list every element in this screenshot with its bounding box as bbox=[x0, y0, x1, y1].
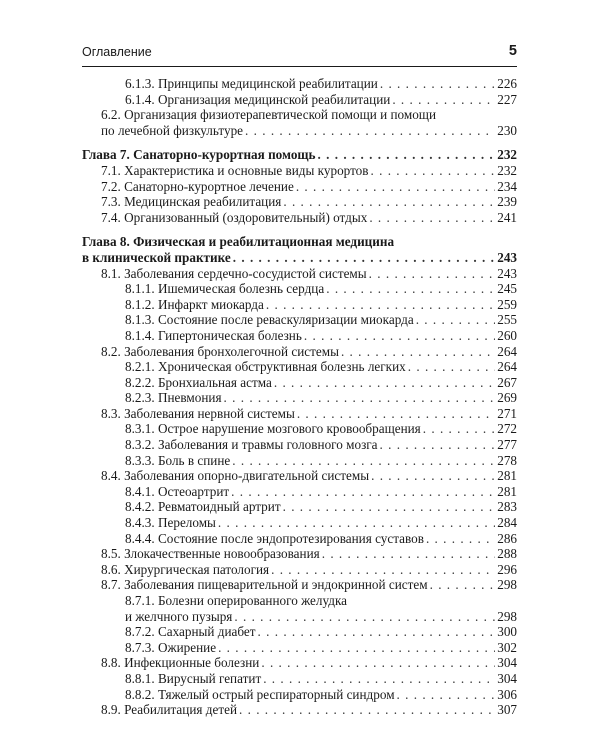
toc-entry-title: 8.4.3. Переломы bbox=[125, 515, 216, 531]
dot-leader bbox=[341, 344, 495, 360]
toc-page-number: 283 bbox=[497, 499, 517, 515]
dot-leader bbox=[371, 468, 495, 484]
toc-entry-title: 7.1. Характеристика и основные виды курортов bbox=[101, 162, 369, 178]
dot-leader bbox=[232, 453, 495, 469]
toc-entry-title: 8.7.1. Болезни оперированного желудка bbox=[125, 593, 348, 608]
toc-entry[interactable] bbox=[82, 546, 517, 562]
toc-entry[interactable] bbox=[82, 562, 517, 578]
dot-leader bbox=[297, 406, 495, 422]
dot-leader bbox=[296, 179, 495, 195]
toc-entry[interactable] bbox=[82, 179, 517, 195]
toc-entry-title: 8.2.1. Хроническая обструктивная болезнь легких bbox=[125, 359, 406, 375]
toc-entry[interactable] bbox=[82, 107, 517, 123]
toc-entry[interactable] bbox=[82, 421, 517, 437]
page-header bbox=[82, 43, 517, 69]
toc-page-number: 255 bbox=[497, 312, 517, 328]
toc-entry-title: 8.3.2. Заболевания и травмы головного мозга bbox=[125, 437, 378, 453]
toc-page-number: 281 bbox=[497, 483, 517, 499]
toc-entry-title: по лечебной физкультуре bbox=[101, 122, 244, 138]
toc-entry[interactable] bbox=[82, 328, 517, 344]
dot-leader bbox=[239, 702, 495, 718]
toc-chapter-entry[interactable] bbox=[82, 250, 517, 266]
dot-leader bbox=[234, 609, 495, 625]
toc-page-number: 264 bbox=[497, 359, 517, 375]
header-rule bbox=[82, 66, 517, 67]
toc-entry[interactable] bbox=[82, 344, 517, 360]
toc-entry-title: 8.4.4. Состояние после эндопротезирования суставов bbox=[125, 530, 424, 546]
dot-leader bbox=[322, 546, 495, 562]
toc-entry[interactable] bbox=[82, 312, 517, 328]
toc-page-number: 284 bbox=[497, 515, 517, 531]
toc-entry-title: 8.1.2. Инфаркт миокарда bbox=[125, 296, 264, 312]
dot-leader bbox=[258, 624, 496, 640]
toc-page-number: 230 bbox=[497, 122, 517, 138]
dot-leader bbox=[218, 640, 495, 656]
toc-chapter-entry[interactable] bbox=[82, 147, 517, 163]
toc-entry-title: 8.4. Заболевания опорно-двигательной системы bbox=[101, 468, 370, 484]
toc-page-number: 267 bbox=[497, 374, 517, 390]
toc-page-number: 298 bbox=[497, 577, 517, 593]
dot-leader bbox=[218, 515, 495, 531]
toc-page-number: 304 bbox=[497, 655, 517, 671]
toc-entry-title: 8.9. Реабилитация детей bbox=[101, 702, 238, 718]
toc-entry[interactable] bbox=[82, 671, 517, 687]
toc-entry-title: 8.3.3. Боль в спине bbox=[125, 452, 231, 468]
toc-entry-title: 8.1.3. Состояние после реваскуляризации миокарда bbox=[125, 312, 414, 328]
toc-page-number: 241 bbox=[497, 209, 517, 225]
toc-entry[interactable] bbox=[82, 640, 517, 656]
toc-entry-title: в клинической практике bbox=[82, 249, 231, 265]
toc-page-number: 302 bbox=[497, 639, 517, 655]
toc-entry-title: 8.3. Заболевания нервной системы bbox=[101, 405, 295, 421]
dot-leader bbox=[371, 163, 496, 179]
toc-entry-title: 8.2. Заболевания бронхолегочной системы bbox=[101, 343, 339, 359]
toc-entry[interactable] bbox=[82, 390, 517, 406]
toc-entry[interactable] bbox=[82, 210, 517, 226]
toc-entry[interactable] bbox=[82, 687, 517, 703]
page-number: 5 bbox=[508, 43, 517, 59]
toc-page-number: 271 bbox=[497, 405, 517, 421]
toc-page-number: 304 bbox=[497, 670, 517, 686]
toc-entry-title: 8.8.1. Вирусный гепатит bbox=[125, 670, 262, 686]
toc-entry-title: 8.7. Заболевания пищеварительной и эндокринной систем bbox=[101, 577, 428, 593]
toc-page-number: 300 bbox=[497, 624, 517, 640]
toc-entry-title: 8.4.2. Ревматоидный артрит bbox=[125, 499, 281, 515]
dot-leader bbox=[283, 499, 496, 515]
toc-entry-title: 7.3. Медицинская реабилитация bbox=[101, 194, 282, 210]
toc-entry[interactable] bbox=[82, 297, 517, 313]
toc-entry-title: и желчного пузыря bbox=[125, 608, 233, 624]
toc-entry[interactable] bbox=[82, 163, 517, 179]
toc-entry[interactable] bbox=[82, 453, 517, 469]
toc-entry-title: 8.1. Заболевания сердечно-сосудистой системы bbox=[101, 265, 367, 281]
toc-page-number: 307 bbox=[497, 702, 517, 718]
dot-leader bbox=[271, 562, 495, 578]
toc-page-number: 226 bbox=[497, 76, 517, 91]
toc-page-number: 232 bbox=[497, 162, 517, 178]
toc-page-number: 298 bbox=[497, 608, 517, 624]
toc-page-number: 288 bbox=[497, 546, 517, 562]
toc-page-number: 259 bbox=[497, 296, 517, 312]
toc-entry[interactable] bbox=[82, 702, 517, 718]
toc-entry[interactable] bbox=[82, 593, 517, 609]
toc-entry-title: 8.7.2. Сахарный диабет bbox=[125, 624, 256, 640]
toc-entry-title: 6.1.3. Принципы медицинской реабилитации bbox=[125, 76, 378, 91]
toc-page-number: 260 bbox=[497, 327, 517, 343]
toc-entry-title: 8.8.2. Тяжелый острый респираторный синдром bbox=[125, 686, 395, 702]
toc-entry[interactable] bbox=[82, 609, 517, 625]
toc-entry-title: 8.4.1. Остеоартрит bbox=[125, 483, 230, 499]
toc-entry[interactable] bbox=[82, 406, 517, 422]
toc-entry-title: 8.7.3. Ожирение bbox=[125, 639, 217, 655]
toc-page-number: 227 bbox=[497, 91, 517, 107]
dot-leader bbox=[408, 359, 495, 375]
dot-leader bbox=[380, 76, 495, 92]
section-gap bbox=[82, 225, 517, 234]
toc-page-number: 281 bbox=[497, 468, 517, 484]
dot-leader bbox=[283, 194, 495, 210]
toc-entry-title: 8.1.1. Ишемическая болезнь сердца bbox=[125, 281, 325, 297]
dot-leader bbox=[430, 577, 496, 593]
toc-entry[interactable] bbox=[82, 655, 517, 671]
toc-page-number: 306 bbox=[497, 686, 517, 702]
toc-entry-title: Глава 8. Физическая и реабилитационная медицина bbox=[82, 234, 395, 250]
dot-leader bbox=[304, 328, 495, 344]
toc-entry[interactable] bbox=[82, 92, 517, 108]
toc-page-number: 296 bbox=[497, 561, 517, 577]
dot-leader bbox=[380, 437, 496, 453]
toc-entry[interactable] bbox=[82, 531, 517, 547]
toc-page-number: 243 bbox=[497, 265, 517, 281]
toc-entry[interactable] bbox=[82, 437, 517, 453]
toc-entry-title: 8.8. Инфекционные болезни bbox=[101, 655, 260, 671]
toc-entry-title: 7.2. Санаторно-курортное лечение bbox=[101, 178, 294, 194]
toc-entry[interactable] bbox=[82, 123, 517, 139]
dot-leader bbox=[318, 147, 496, 163]
toc-entry[interactable] bbox=[82, 194, 517, 210]
toc-page-number: 272 bbox=[497, 421, 517, 437]
toc-page-number: 239 bbox=[497, 194, 517, 210]
toc-chapter-entry[interactable] bbox=[82, 234, 517, 250]
toc-entry[interactable] bbox=[82, 499, 517, 515]
dot-leader bbox=[423, 421, 495, 437]
toc-page-number: 286 bbox=[497, 530, 517, 546]
dot-leader bbox=[233, 250, 495, 266]
table-of-contents bbox=[82, 76, 517, 718]
running-title: Оглавление bbox=[82, 45, 152, 59]
dot-leader bbox=[397, 687, 496, 703]
toc-page-number: 278 bbox=[497, 452, 517, 468]
toc-page-number: 264 bbox=[497, 343, 517, 359]
toc-entry[interactable] bbox=[82, 515, 517, 531]
toc-entry-title: 8.5. Злокачественные новообразования bbox=[101, 546, 320, 562]
dot-leader bbox=[369, 210, 495, 226]
dot-leader bbox=[369, 266, 496, 282]
dot-leader bbox=[231, 484, 495, 500]
toc-entry[interactable] bbox=[82, 375, 517, 391]
toc-entry-title: 8.2.2. Бронхиальная астма bbox=[125, 374, 272, 390]
toc-entry-title: 8.1.4. Гипертоническая болезнь bbox=[125, 327, 302, 343]
toc-entry[interactable] bbox=[82, 359, 517, 375]
dot-leader bbox=[416, 312, 496, 328]
dot-leader bbox=[263, 671, 495, 687]
toc-entry-title: 6.1.4. Организация медицинской реабилитации bbox=[125, 91, 391, 107]
toc-entry-title: Глава 7. Санаторно-курортная помощь bbox=[82, 147, 316, 163]
toc-entry[interactable] bbox=[82, 281, 517, 297]
toc-entry[interactable] bbox=[82, 266, 517, 282]
toc-page-number: 269 bbox=[497, 390, 517, 406]
toc-entry-title: 6.2. Организация физиотерапевтической помощи и помощи bbox=[101, 107, 437, 123]
dot-leader bbox=[245, 123, 495, 139]
toc-entry[interactable] bbox=[82, 577, 517, 593]
toc-page-number: 232 bbox=[497, 147, 517, 163]
toc-entry[interactable] bbox=[82, 484, 517, 500]
toc-entry-title: 7.4. Организованный (оздоровительный) отдых bbox=[101, 209, 368, 225]
toc-page-number: 234 bbox=[497, 178, 517, 194]
dot-leader bbox=[426, 531, 495, 547]
dot-leader bbox=[274, 375, 495, 391]
toc-entry[interactable] bbox=[82, 468, 517, 484]
dot-leader bbox=[392, 92, 495, 108]
toc-page-number: 245 bbox=[497, 281, 517, 297]
toc-entry-title: 8.3.1. Острое нарушение мозгового кровообращения bbox=[125, 421, 421, 437]
dot-leader bbox=[261, 655, 495, 671]
toc-page-number: 243 bbox=[497, 249, 517, 265]
dot-leader bbox=[266, 297, 495, 313]
section-gap bbox=[82, 138, 517, 147]
toc-entry-title: 8.2.3. Пневмония bbox=[125, 390, 222, 406]
dot-leader bbox=[224, 390, 496, 406]
dot-leader bbox=[326, 281, 495, 297]
toc-entry[interactable] bbox=[82, 76, 517, 92]
toc-entry[interactable] bbox=[82, 624, 517, 640]
toc-entry-title: 8.6. Хирургическая патология bbox=[101, 561, 270, 577]
toc-page-number: 277 bbox=[497, 437, 517, 453]
